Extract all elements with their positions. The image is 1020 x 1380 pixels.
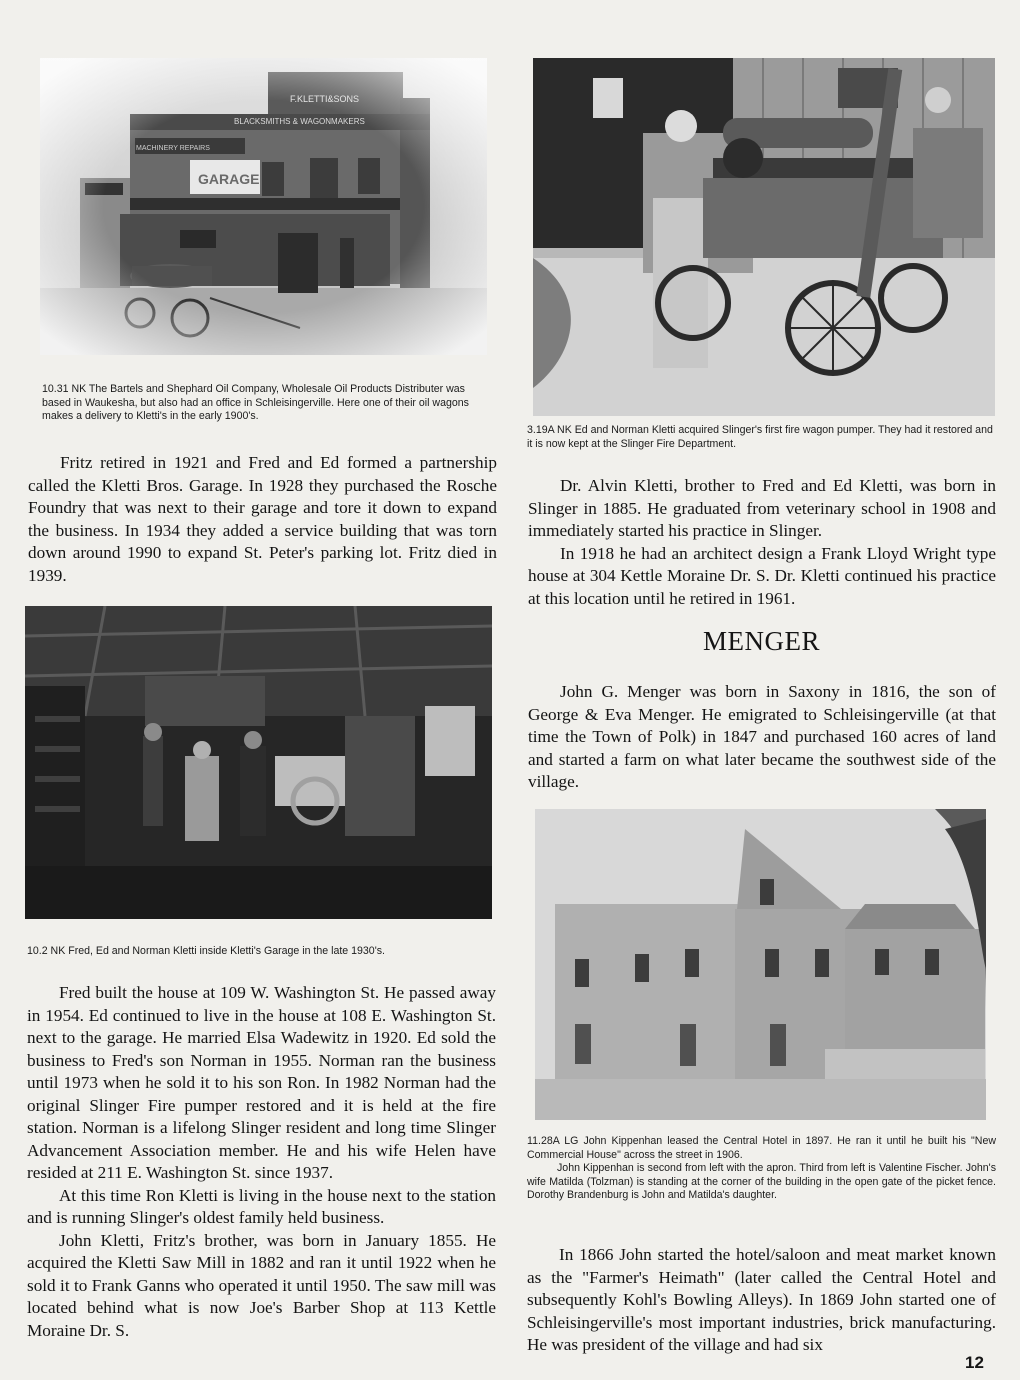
sign-kletti-sons: F.KLETTI&SONS xyxy=(290,94,360,104)
text-dr-alvin-kletti: Dr. Alvin Kletti, brother to Fred and Ed Kletti, was born in Slinger in 1885. He graduated from veterinary school in 1908 and immediately started his practice in Slinger. In 1918 he had an architect design a Frank Lloyd Wright type house at 304 Kettle Moraine Dr. S. Dr. Kletti continued his practice at this location until he retired in 1961. xyxy=(528,476,996,608)
caption-11-28a: 11.28A LG John Kippenhan leased the Central Hotel in 1897. He ran it until he built his "New Commercial House" across the street in 1906. John Kippenhan is second from left with the apron. Third from left is Valentine Fischer. John's wife Matilda (Tolzman) is standing at the corner of the building in the open gate of the picket fence. Dorothy Brandenburg is John and Matilda's daughter. xyxy=(527,1135,996,1201)
caption-3-19a: 3.19A NK Ed and Norman Kletti acquired Slinger's first fire wagon pumper. They had it restored and it is now kept at the Slinger Fire Department. xyxy=(527,424,993,450)
page-number: 12 xyxy=(965,1353,984,1372)
sign-garage: GARAGE xyxy=(198,171,260,187)
text-john-1866: In 1866 John started the hotel/saloon and meat market known as the "Farmer's Heimath" (later called the Central Hotel and subsequently Kohl's Bowling Alleys). In 1869 John started one of Schleisingerville's most important industries, brick manufacturing. He was president of the village and had six xyxy=(527,1245,996,1354)
photo-fire-wagon-pumper xyxy=(533,58,995,416)
photo-central-hotel xyxy=(535,809,986,1120)
text-john-menger: John G. Menger was born in Saxony in 1816, the son of George & Eva Menger. He emigrated to Schleisingerville (at that time the Town of Polk) in 1847 and purchased 160 acres of land and started a farm on what later became the southwest side of the village. xyxy=(528,682,996,791)
heading-menger: MENGER xyxy=(703,626,820,656)
sign-machinery-repairs: MACHINERY REPAIRS xyxy=(136,145,210,152)
sign-blacksmiths: BLACKSMITHS & WAGONMAKERS xyxy=(234,117,365,126)
text-fritz-retired: Fritz retired in 1921 and Fred and Ed formed a partnership called the Kletti Bros. Garage. In 1928 they purchased the Rosche Foundry that was next to their garage and tore it down to expand the business. In 1934 they added a service building that was torn down around 1990 to expand St. Peter's parking lot. Fritz died in 1939. xyxy=(28,453,497,585)
text-fred-built-house: Fred built the house at 109 W. Washington St. He passed away in 1954. Ed continued to live in the house at 108 E. Washington St. next to the garage. He married Elsa Wadewitz in 1920. Ed sold the business to Fred's son Norman in 1955. Norman ran the business until 1973 when he sold it to his son Ron. In 1982 Norman had the original Slinger Fire pumper restored and it is held at the fire station. Norman is a lifelong Slinger resident and long time Slinger Advancement Association member. He and his wife Helen have resided at 211 E. Washington St. since 1937. At this time Ron Kletti is living in the house next to the station and is running Slinger's oldest family held business. John Kletti, Fritz's brother, was born in January 1855. He acquired the Kletti Saw Mill in 1882 and ran it until 1922 when he sold it to Frank Ganns who operated it until 1950. The saw mill was located behind what is now Joe's Barber Shop at 113 Kettle Moraine Dr. S. xyxy=(27,983,496,1340)
caption-10-31: 10.31 NK The Bartels and Shephard Oil Company, Wholesale Oil Products Distributer was based in Waukesha, but also had an office in Schleisingerville. Here one of their oil wagons makes a delivery to Kletti's in the early 1900's. xyxy=(42,383,469,422)
photo-kletti-shop-oil-wagon xyxy=(40,58,487,355)
photo-garage-interior xyxy=(25,606,492,919)
caption-10-2: 10.2 NK Fred, Ed and Norman Kletti inside Kletti's Garage in the late 1930's. xyxy=(27,945,385,957)
